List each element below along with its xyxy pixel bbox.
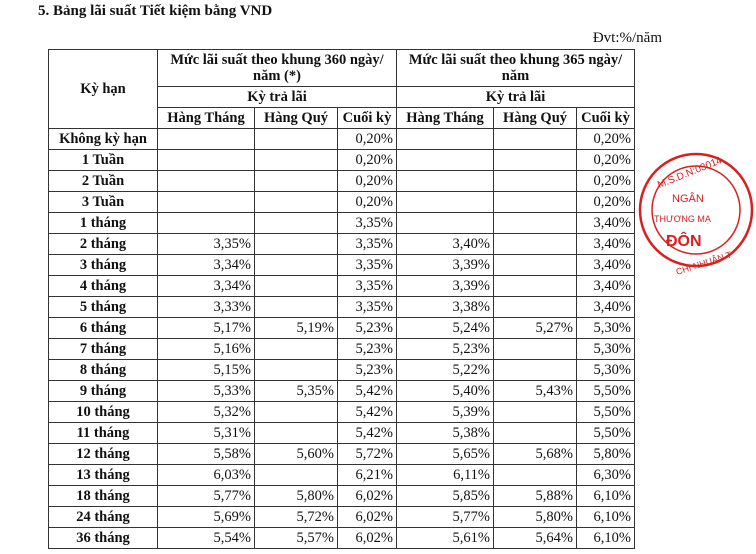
sub-header: Cuối kỳ xyxy=(338,108,397,129)
rate-cell xyxy=(494,402,577,423)
rate-cell: 5,33% xyxy=(158,381,255,402)
rate-cell: 5,17% xyxy=(158,318,255,339)
svg-text:M.S.D.N:03014: M.S.D.N:03014 xyxy=(656,155,724,191)
rate-cell: 3,34% xyxy=(158,276,255,297)
rate-cell: 0,20% xyxy=(577,192,635,213)
rate-cell: 5,85% xyxy=(397,486,494,507)
rate-cell xyxy=(397,150,494,171)
table-row xyxy=(49,381,635,402)
rate-cell: 3,39% xyxy=(397,255,494,276)
rate-cell: 5,30% xyxy=(577,360,635,381)
rate-cell xyxy=(255,171,338,192)
term-cell: 2 Tuần xyxy=(49,171,158,192)
table-row xyxy=(49,465,635,486)
table-row xyxy=(49,234,635,255)
sub-header: Hàng Quý xyxy=(255,108,338,129)
rate-cell xyxy=(397,129,494,150)
rate-cell: 0,20% xyxy=(577,150,635,171)
rate-cell xyxy=(494,192,577,213)
rate-cell xyxy=(255,360,338,381)
section-heading: 5. Bảng lãi suất Tiết kiệm bằng VND xyxy=(38,3,273,19)
rate-cell: 5,50% xyxy=(577,402,635,423)
term-cell: 7 tháng xyxy=(49,339,158,360)
rate-cell xyxy=(255,276,338,297)
rate-cell: 0,20% xyxy=(577,171,635,192)
term-cell: 6 tháng xyxy=(49,318,158,339)
rate-cell xyxy=(255,192,338,213)
table-row xyxy=(49,486,635,507)
rate-cell xyxy=(397,192,494,213)
rate-cell xyxy=(494,213,577,234)
rate-cell: 5,22% xyxy=(397,360,494,381)
rate-cell: 5,43% xyxy=(494,381,577,402)
group-365-header: Mức lãi suất theo khung 365 ngày/ năm xyxy=(397,50,635,87)
rate-cell: 5,27% xyxy=(494,318,577,339)
rate-cell: 5,88% xyxy=(494,486,577,507)
rate-cell: 5,72% xyxy=(338,444,397,465)
rate-cell: 3,40% xyxy=(577,213,635,234)
rate-cell: 6,21% xyxy=(338,465,397,486)
rate-cell xyxy=(397,171,494,192)
table-row xyxy=(49,192,635,213)
rate-cell: 3,40% xyxy=(577,276,635,297)
table-row xyxy=(49,339,635,360)
table-row xyxy=(49,402,635,423)
term-cell: 3 Tuần xyxy=(49,192,158,213)
rate-cell: 5,68% xyxy=(494,444,577,465)
rate-cell xyxy=(494,276,577,297)
term-cell: 18 tháng xyxy=(49,486,158,507)
rate-cell: 6,02% xyxy=(338,486,397,507)
rate-cell: 3,38% xyxy=(397,297,494,318)
table-row xyxy=(49,255,635,276)
rate-cell: 3,35% xyxy=(338,276,397,297)
rate-cell: 0,20% xyxy=(338,192,397,213)
rate-cell xyxy=(494,423,577,444)
table-row xyxy=(49,213,635,234)
rate-cell: 5,23% xyxy=(338,318,397,339)
rate-cell: 6,02% xyxy=(338,507,397,528)
rate-cell xyxy=(494,360,577,381)
sub-header: Cuối kỳ xyxy=(577,108,635,129)
term-cell: 1 Tuần xyxy=(49,150,158,171)
rate-cell: 6,02% xyxy=(338,528,397,549)
rate-cell: 5,32% xyxy=(158,402,255,423)
rate-cell xyxy=(494,129,577,150)
term-cell: 36 tháng xyxy=(49,528,158,549)
rate-cell: 5,64% xyxy=(494,528,577,549)
rate-cell: 5,80% xyxy=(255,486,338,507)
sub-header: Hàng Tháng xyxy=(158,108,255,129)
rate-cell: 5,80% xyxy=(494,507,577,528)
svg-text:THƯƠNG MẠ: THƯƠNG MẠ xyxy=(654,214,711,224)
table-row xyxy=(49,171,635,192)
rate-cell xyxy=(397,213,494,234)
svg-text:NGÂN: NGÂN xyxy=(672,193,704,205)
table-row xyxy=(49,528,635,549)
rate-cell: 5,60% xyxy=(255,444,338,465)
rate-cell: 3,35% xyxy=(158,234,255,255)
rate-cell: 3,40% xyxy=(577,234,635,255)
rate-cell: 5,38% xyxy=(397,423,494,444)
rate-cell xyxy=(255,339,338,360)
rate-cell: 3,40% xyxy=(577,297,635,318)
rate-cell: 5,57% xyxy=(255,528,338,549)
rate-cell: 5,42% xyxy=(338,423,397,444)
rate-cell: 5,35% xyxy=(255,381,338,402)
rate-cell: 5,42% xyxy=(338,381,397,402)
rate-cell xyxy=(255,150,338,171)
table-row xyxy=(49,297,635,318)
rate-cell xyxy=(255,423,338,444)
rate-cell xyxy=(158,213,255,234)
term-cell: 9 tháng xyxy=(49,381,158,402)
rate-cell xyxy=(158,192,255,213)
payment-header-365: Kỳ trả lãi xyxy=(397,87,635,108)
term-cell: 11 tháng xyxy=(49,423,158,444)
rate-cell: 3,40% xyxy=(397,234,494,255)
rate-cell: 5,80% xyxy=(577,444,635,465)
rate-cell: 0,20% xyxy=(577,129,635,150)
rate-cell: 5,42% xyxy=(338,402,397,423)
rate-cell: 5,24% xyxy=(397,318,494,339)
rate-cell: 5,61% xyxy=(397,528,494,549)
rate-cell xyxy=(255,297,338,318)
table-row xyxy=(49,150,635,171)
term-cell: 4 tháng xyxy=(49,276,158,297)
rate-cell xyxy=(255,255,338,276)
term-header: Kỳ hạn xyxy=(49,50,158,129)
term-cell: 12 tháng xyxy=(49,444,158,465)
rate-cell xyxy=(158,150,255,171)
rate-cell xyxy=(255,465,338,486)
rate-cell: 5,39% xyxy=(397,402,494,423)
term-cell: 24 tháng xyxy=(49,507,158,528)
rate-cell: 5,31% xyxy=(158,423,255,444)
rate-cell: 3,40% xyxy=(577,255,635,276)
term-cell: 2 tháng xyxy=(49,234,158,255)
rate-cell: 5,16% xyxy=(158,339,255,360)
rate-cell xyxy=(494,171,577,192)
rate-cell: 5,72% xyxy=(255,507,338,528)
rate-cell xyxy=(494,234,577,255)
rate-cell xyxy=(494,339,577,360)
interest-rate-table xyxy=(48,49,635,549)
group-360-header: Mức lãi suất theo khung 360 ngày/ năm (*) xyxy=(158,50,397,87)
rate-cell xyxy=(255,129,338,150)
bank-seal-stamp xyxy=(636,150,756,277)
term-cell: 5 tháng xyxy=(49,297,158,318)
term-cell: 13 tháng xyxy=(49,465,158,486)
sub-header: Hàng Quý xyxy=(494,108,577,129)
unit-label: Đvt:%/năm xyxy=(592,30,662,46)
rate-cell: 6,10% xyxy=(577,507,635,528)
rate-cell: 3,35% xyxy=(338,255,397,276)
table-body xyxy=(49,129,635,549)
rate-cell xyxy=(494,297,577,318)
rate-cell: 5,77% xyxy=(158,486,255,507)
svg-text:ĐÔN: ĐÔN xyxy=(666,233,702,250)
table-row xyxy=(49,318,635,339)
rate-cell xyxy=(255,213,338,234)
rate-cell: 5,58% xyxy=(158,444,255,465)
term-cell: 3 tháng xyxy=(49,255,158,276)
svg-text:CHI NHUẬN T: CHI NHUẬN T xyxy=(674,249,733,277)
rate-cell: 5,15% xyxy=(158,360,255,381)
rate-cell: 6,03% xyxy=(158,465,255,486)
rate-cell: 6,10% xyxy=(577,486,635,507)
rate-cell: 5,19% xyxy=(255,318,338,339)
table-row xyxy=(49,360,635,381)
rate-cell: 5,40% xyxy=(397,381,494,402)
rate-cell: 6,30% xyxy=(577,465,635,486)
rate-cell: 3,39% xyxy=(397,276,494,297)
rate-cell: 0,20% xyxy=(338,150,397,171)
rate-cell: 3,33% xyxy=(158,297,255,318)
rate-cell: 5,69% xyxy=(158,507,255,528)
rate-cell: 5,30% xyxy=(577,339,635,360)
rate-cell: 6,10% xyxy=(577,528,635,549)
term-cell: 8 tháng xyxy=(49,360,158,381)
rate-cell xyxy=(158,171,255,192)
rate-cell: 3,35% xyxy=(338,297,397,318)
sub-header: Hàng Tháng xyxy=(397,108,494,129)
table-row xyxy=(49,276,635,297)
rate-cell: 5,77% xyxy=(397,507,494,528)
table-row xyxy=(49,444,635,465)
rate-cell: 5,65% xyxy=(397,444,494,465)
rate-cell: 6,11% xyxy=(397,465,494,486)
term-cell: 10 tháng xyxy=(49,402,158,423)
payment-header-360: Kỳ trả lãi xyxy=(158,87,397,108)
rate-cell: 3,35% xyxy=(338,213,397,234)
rate-cell: 5,23% xyxy=(338,360,397,381)
table-row xyxy=(49,507,635,528)
rate-cell: 5,23% xyxy=(397,339,494,360)
rate-cell xyxy=(255,402,338,423)
rate-cell: 3,34% xyxy=(158,255,255,276)
table-row xyxy=(49,129,635,150)
rate-cell: 5,54% xyxy=(158,528,255,549)
rate-cell: 5,50% xyxy=(577,423,635,444)
rate-cell: 3,35% xyxy=(338,234,397,255)
term-cell: Không kỳ hạn xyxy=(49,129,158,150)
rate-cell: 5,30% xyxy=(577,318,635,339)
rate-cell xyxy=(494,255,577,276)
table-row xyxy=(49,423,635,444)
rate-cell: 0,20% xyxy=(338,171,397,192)
rate-cell xyxy=(494,465,577,486)
rate-cell xyxy=(255,234,338,255)
rate-cell xyxy=(494,150,577,171)
rate-cell: 5,23% xyxy=(338,339,397,360)
rate-cell xyxy=(158,129,255,150)
rate-cell: 5,50% xyxy=(577,381,635,402)
rate-cell: 0,20% xyxy=(338,129,397,150)
term-cell: 1 tháng xyxy=(49,213,158,234)
